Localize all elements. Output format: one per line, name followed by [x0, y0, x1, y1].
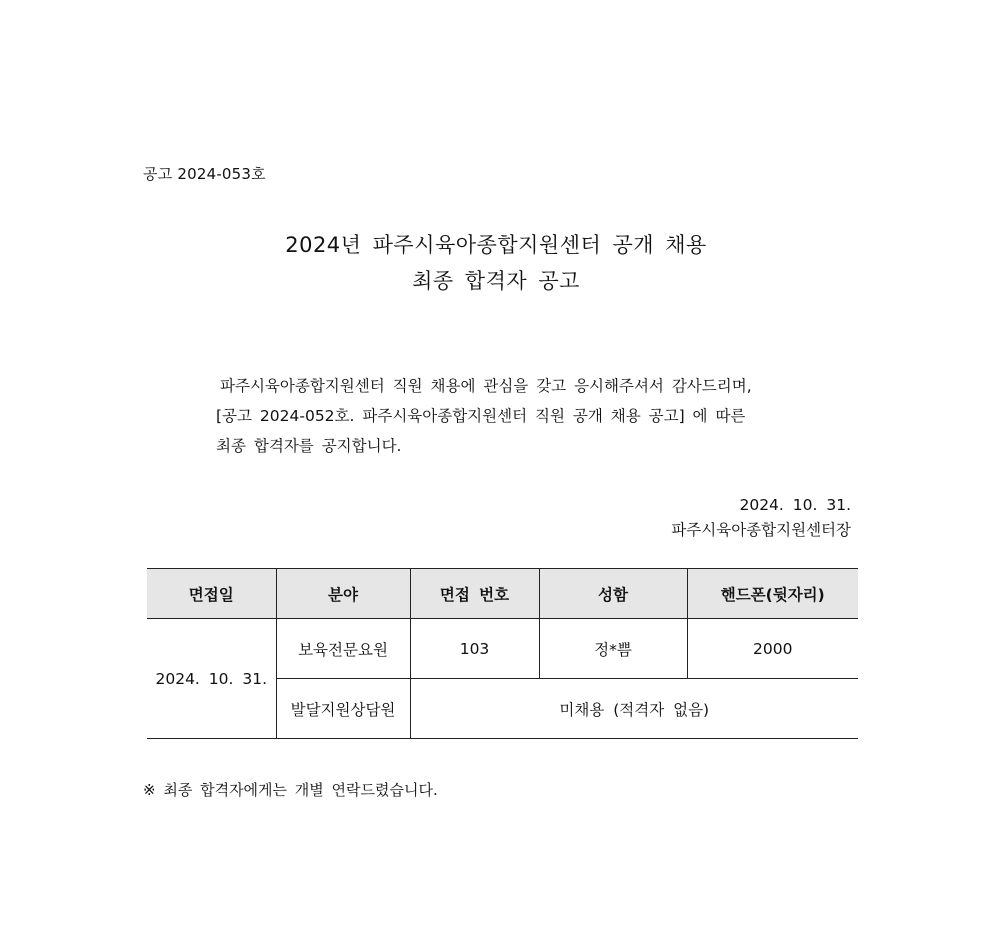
- announcement-date: 2024. 10. 31.: [739, 496, 851, 514]
- header-interview-number: 면접 번호: [410, 569, 539, 619]
- header-interview-date: 면접일: [147, 569, 276, 619]
- table-header-row: [147, 569, 858, 619]
- header-name: 성함: [539, 569, 687, 619]
- announcement-body: [216, 371, 816, 461]
- cell-interview-date: 2024. 10. 31.: [147, 619, 276, 739]
- cell-phone: 2000: [687, 619, 858, 679]
- body-line-1: 파주시육아종합지원센터 직원 채용에 관심을 갖고 응시해주셔서 감사드리며,: [220, 377, 752, 395]
- body-line-3: 최종 합격자를 공지합니다.: [216, 437, 402, 455]
- results-table: [147, 568, 858, 739]
- cell-field: 발달지원상담원: [276, 679, 410, 739]
- cell-no-hire-note: 미채용 (적격자 없음): [410, 679, 858, 739]
- header-field: 분야: [276, 569, 410, 619]
- document-subtitle: 최종 합격자 공고: [412, 269, 580, 293]
- cell-field: 보육전문요원: [276, 619, 410, 679]
- table-row: [147, 619, 858, 679]
- body-line-2: [공고 2024-052호. 파주시육아종합지원센터 직원 공개 채용 공고] 에 따른: [216, 407, 746, 425]
- document-title: 2024년 파주시육아종합지원센터 공개 채용: [285, 233, 707, 257]
- notice-number: 공고 2024-053호: [143, 165, 266, 183]
- cell-interview-number: 103: [410, 619, 539, 679]
- footnote: ※ 최종 합격자에게는 개별 연락드렸습니다.: [143, 781, 438, 799]
- issuer-name: 파주시육아종합지원센터장: [671, 521, 851, 539]
- header-phone: 핸드폰(뒷자리): [687, 569, 858, 619]
- cell-name: 정*쁨: [539, 619, 687, 679]
